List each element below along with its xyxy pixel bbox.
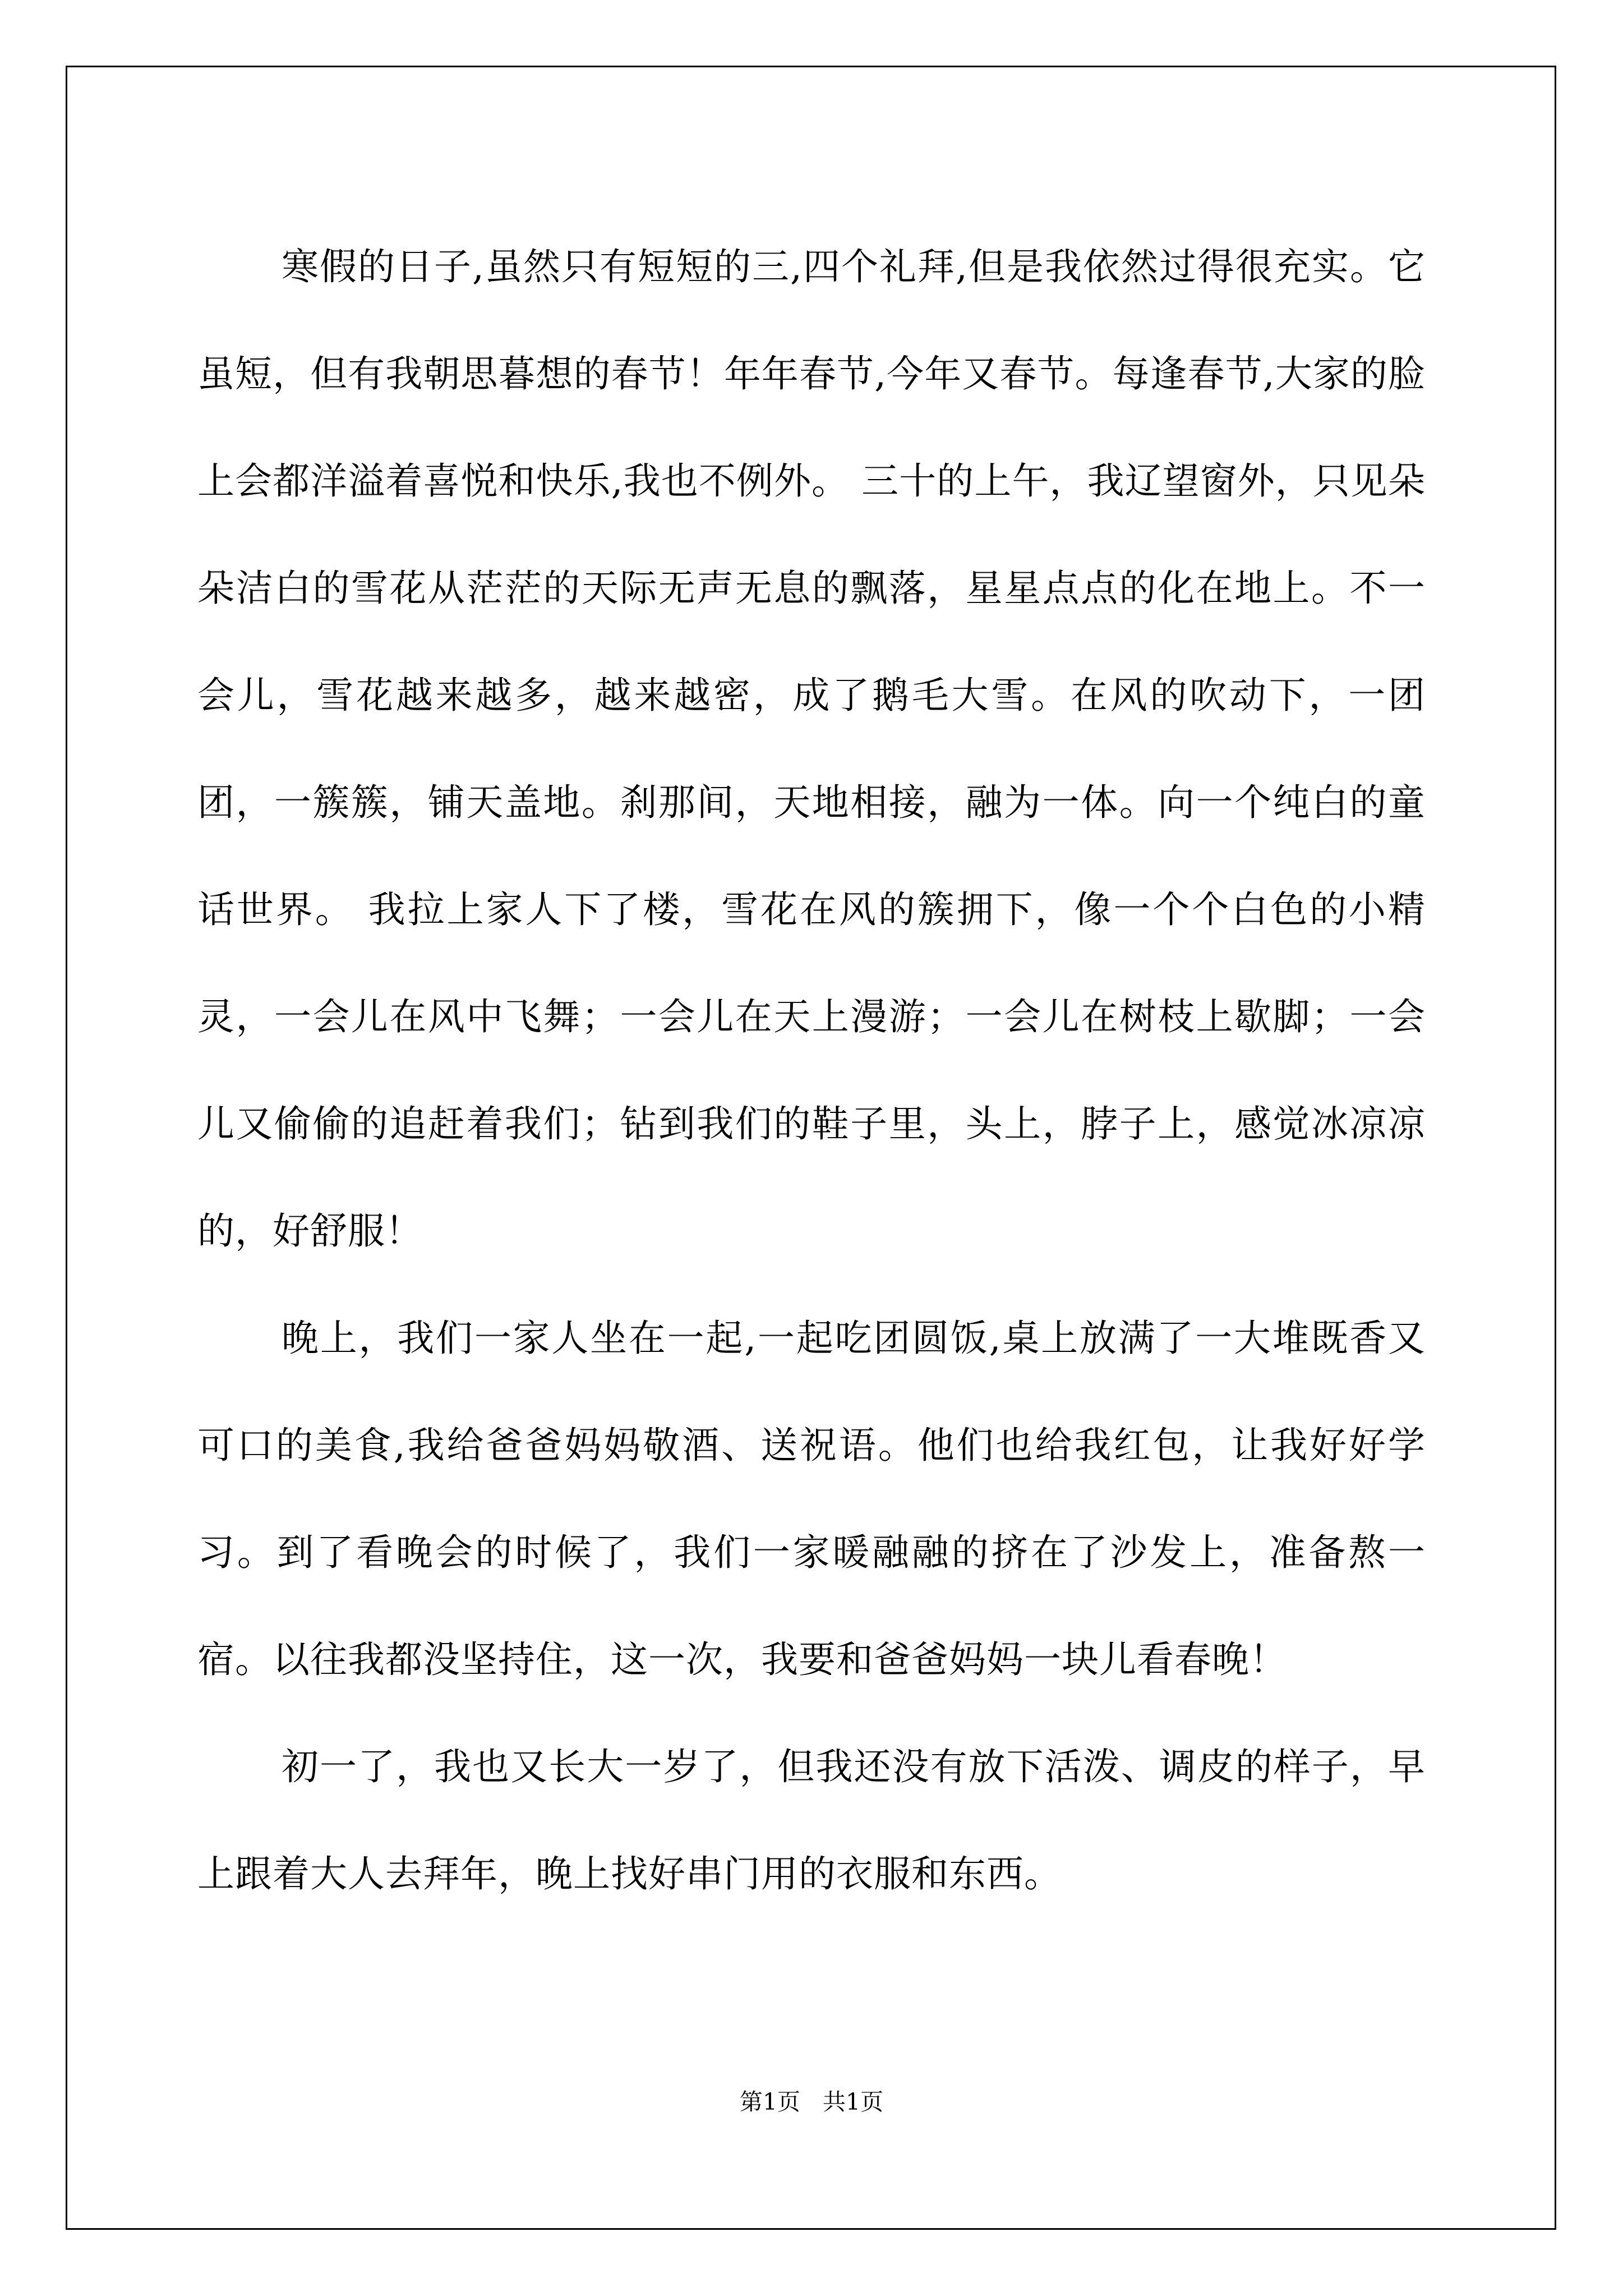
page-footer xyxy=(0,2088,1623,2116)
paragraph-3: 初一了，我也又长大一岁了，但我还没有放下活泼、调皮的样子，早上跟着大人去拜年，晚上找好串门用的衣服和东西。 xyxy=(197,1745,1426,1895)
paragraph-1: 寒假的日子,虽然只有短短的三,四个礼拜,但是我依然过得很充实。它虽短，但有我朝思暮想的春节！年年春节,今年又春节。每逢春节,大家的脸上会都洋溢着喜悦和快乐,我也不例外。 三十的上午，我辽望窗外，只见朵朵洁白的雪花从茫茫的天际无声无息的飘落，星星点点的化在地上。不一会儿，雪花越来越多，越来越密，成了鹅毛大雪。在风的吹动下，一团团，一簇簇，铺天盖地。刹那间，天地相接，融为一体。向一个纯白的童话世界。 我拉上家人下了楼，雪花在风的簇拥下，像一个个白色的小精灵，一会儿在风中飞舞；一会儿在天上漫游；一会儿在树枝上歇脚；一会儿又偷偷的追赶着我们；钻到我们的鞋子里，头上，脖子上，感觉冰凉凉的，好舒服！ xyxy=(197,245,1426,1253)
page-number-total: 共1页 xyxy=(823,2088,884,2115)
paragraph-2: 晚上，我们一家人坐在一起,一起吃团圆饭,桌上放满了一大堆既香又可口的美食,我给爸爸妈妈敬酒、送祝语。他们也给我红包，让我好好学习。到了看晚会的时候了，我们一家暖融融的挤在了沙发上，准备熬一宿。以往我都没坚持住，这一次，我要和爸爸妈妈一块儿看春晚！ xyxy=(197,1317,1426,1681)
document-body xyxy=(197,213,1426,1927)
page-number-current: 第1页 xyxy=(739,2088,800,2115)
